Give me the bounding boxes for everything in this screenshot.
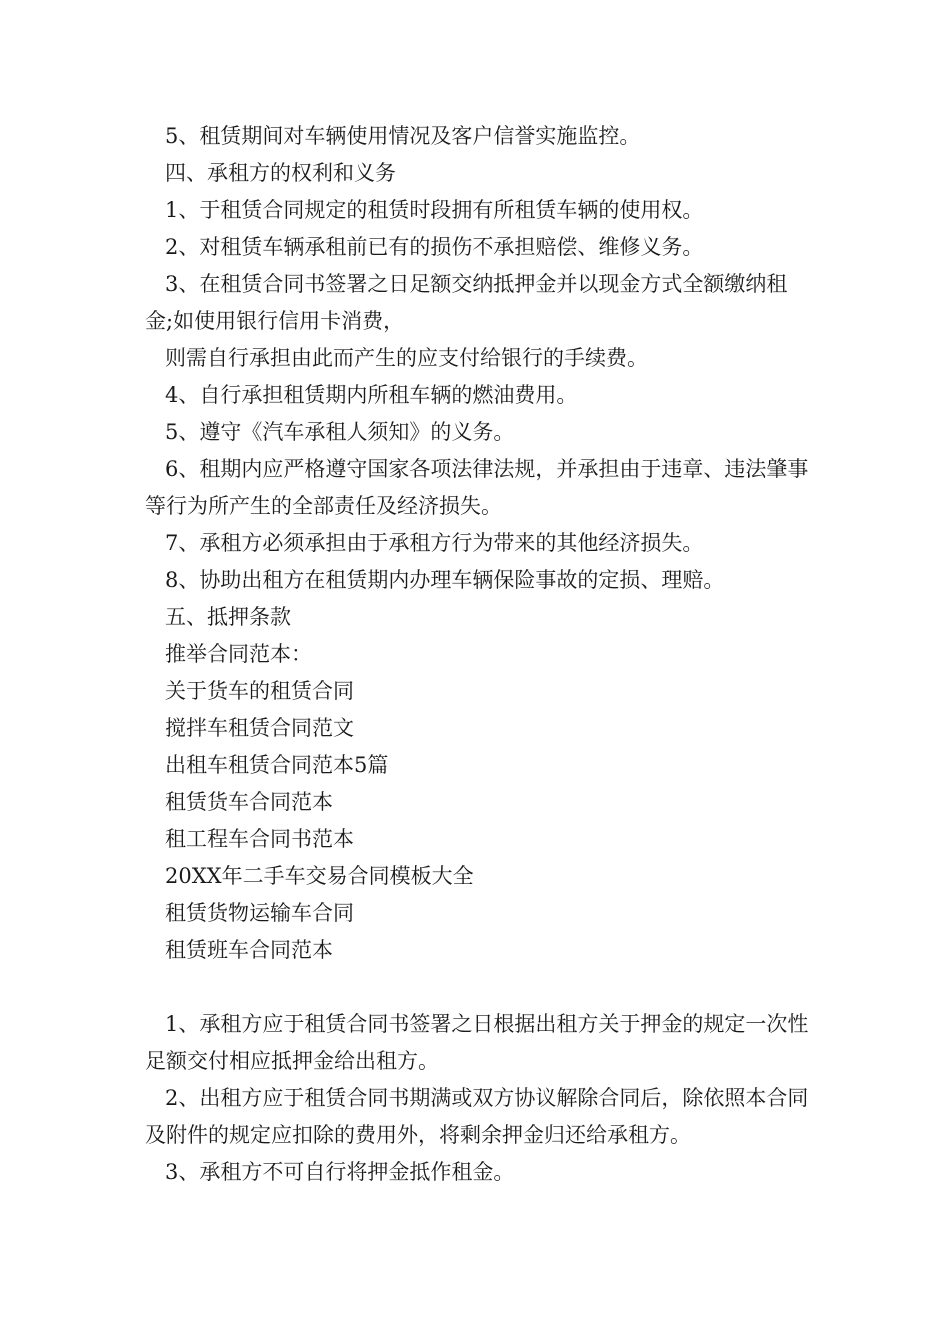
recommend-link[interactable]: 租赁货物运输车合同 (165, 901, 354, 925)
document-body (145, 118, 810, 1191)
paragraph: 2、出租方应于租赁合同书期满或双方协议解除合同后，除依照本合同及附件的规定应扣除的费用外，将剩余押金归还给承租方。 (145, 1086, 809, 1147)
blank-line (145, 969, 810, 1006)
recommend-link[interactable]: 租赁货车合同范本 (165, 790, 333, 814)
recommend-link[interactable]: 搅拌车租赁合同范文 (165, 716, 354, 740)
paragraph: 7、承租方必须承担由于承租方行为带来的其他经济损失。 (165, 531, 704, 555)
section-heading: 四、承租方的权利和义务 (165, 161, 396, 185)
paragraph: 3、在租赁合同书签署之日足额交纳抵押金并以现金方式全额缴纳租金;如使用银行信用卡消费， (145, 272, 788, 333)
paragraph: 6、租期内应严格遵守国家各项法律法规，并承担由于违章、违法肇事等行为所产生的全部责任及经济损失。 (145, 457, 809, 518)
paragraph: 5、租赁期间对车辆使用情况及客户信誉实施监控。 (165, 124, 641, 148)
recommend-link[interactable]: 关于货车的租赁合同 (165, 679, 354, 703)
section-heading: 五、抵押条款 (165, 605, 291, 629)
recommend-link[interactable]: 出租车租赁合同范本5篇 (165, 753, 389, 777)
paragraph: 4、自行承担租赁期内所租车辆的燃油费用。 (165, 383, 578, 407)
recommend-heading: 推举合同范本： (165, 642, 312, 666)
paragraph: 则需自行承担由此而产生的应支付给银行的手续费。 (165, 346, 648, 370)
paragraph: 8、协助出租方在租赁期内办理车辆保险事故的定损、理赔。 (165, 568, 725, 592)
recommend-link[interactable]: 20XX年二手车交易合同模板大全 (165, 864, 474, 888)
paragraph: 1、于租赁合同规定的租赁时段拥有所租赁车辆的使用权。 (165, 198, 704, 222)
paragraph: 3、承租方不可自行将押金抵作租金。 (165, 1160, 515, 1184)
paragraph: 5、遵守《汽车承租人须知》的义务。 (165, 420, 515, 444)
paragraph: 2、对租赁车辆承租前已有的损伤不承担赔偿、维修义务。 (165, 235, 704, 259)
recommend-link[interactable]: 租工程车合同书范本 (165, 827, 354, 851)
recommend-link[interactable]: 租赁班车合同范本 (165, 938, 333, 962)
paragraph: 1、承租方应于租赁合同书签署之日根据出租方关于押金的规定一次性足额交付相应抵押金给出租方。 (145, 1012, 809, 1073)
